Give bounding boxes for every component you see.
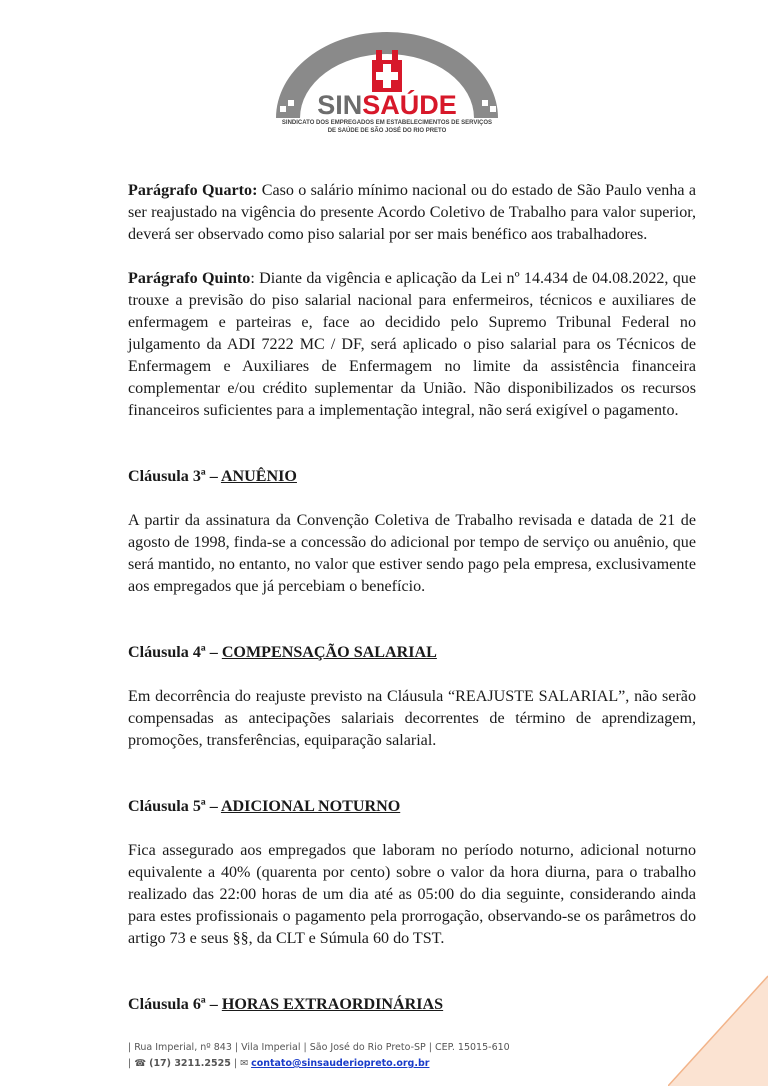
logo-tagline-1: SINDICATO DOS EMPREGADOS EM ESTABELECIMENTOS DE SERVIÇOS [281, 120, 493, 126]
paragraph-quarto [128, 180, 696, 246]
footer-email-link[interactable]: contato@sinsauderiopreto.org.br [251, 1058, 430, 1069]
paragraph-quinto-text: : Diante da vigência e aplicação da Lei nº 14.434 de 04.08.2022, que trouxe a previsão do piso salarial nacional para enfermeiros, técnicos e auxiliares de enfermagem e parteiras e, face ao decidido pelo Supremo Tribunal Federal no julgamento da ADI 7222 MC / DF, será aplicado o piso salarial para os Técnicos de Enfermagem e Auxiliares de Enfermagem no limite da assistência financeira complementar e/ou crédito suplementar da União. Não disponibilizados os recursos financeiros suficientes para a implementação integral, não será exigível o pagamento. [128, 270, 697, 419]
clause-3-heading [128, 466, 696, 488]
clause-6-prefix: Cláusula 6ª – [128, 996, 222, 1013]
clause-4-text: Em decorrência do reajuste previsto na Cláusula “REAJUSTE SALARIAL”, não serão compensadas as antecipações salariais decorrentes de término de aprendizagem, promoções, transferências, equiparação salarial. [128, 688, 696, 749]
footer-address: | Rua Imperial, nº 843 | Vila Imperial | São José do Rio Preto-SP | CEP. 15015-610 [128, 1042, 510, 1053]
document-body [128, 180, 696, 1016]
clause-6-title: HORAS EXTRAORDINÁRIAS [221, 996, 444, 1013]
clause-5-heading [128, 796, 696, 818]
clause-5-title: ADICIONAL NOTURNO [220, 798, 401, 815]
paragraph-quarto-label: Parágrafo Quarto: [128, 182, 258, 199]
logo-tagline-2: DE SAÚDE DE SÃO JOSÉ DO RIO PRETO [327, 128, 447, 134]
clause-4-heading [128, 642, 696, 664]
page-footer [128, 1040, 510, 1072]
svg-text:SINSAÚDE [317, 89, 457, 120]
logo-brand-second: SAÚDE [362, 90, 457, 120]
clause-5-prefix: Cláusula 5ª – [128, 798, 221, 815]
clause-3-title: ANUÊNIO [220, 468, 297, 485]
corner-decoration [668, 966, 768, 1086]
clause-4-prefix: Cláusula 4ª – [128, 644, 222, 661]
paragraph-quinto-label: Parágrafo Quinto [128, 270, 251, 287]
clause-5-text: Fica assegurado aos empregados que laboram no período noturno, adicional noturno equivalente a 40% (quarenta por cento) sobre o valor da hora diurna, para o trabalho realizado das 22:00 horas de um dia até as 05:00 do dia seguinte, considerando ainda para estes profissionais o pagamento pela prorrogação, observando-se os parâmetros do artigo 73 e seus §§, da CLT e Súmula 60 do TST. [128, 842, 696, 947]
footer-contact-line: | ☎ (17) 3211.2525 | ✉ contato@sinsauderiopreto.org.br [128, 1058, 430, 1069]
phone-icon: ☎ [134, 1058, 147, 1069]
sinsaude-logo [262, 26, 512, 136]
clause-3-text: A partir da assinatura da Convenção Coletiva de Trabalho revisada e datada de 21 de agosto de 1998, finda-se a concessão do adicional por tempo de serviço ou anuênio, que será mantido, no entanto, no valor que estiver sendo pago pela empresa, exclusivamente aos empregados que já percebiam o benefício. [128, 512, 696, 595]
clause-3-prefix: Cláusula 3ª – [128, 468, 221, 485]
clause-4-title: COMPENSAÇÃO SALARIAL [221, 644, 437, 661]
paragraph-quarto-text: Caso o salário mínimo nacional ou do estado de São Paulo venha a ser reajustado na vigência do presente Acordo Coletivo de Trabalho para valor superior, deverá ser observado como piso salarial por ser mais benéfico aos trabalhadores. [128, 182, 696, 243]
paragraph-quinto [128, 268, 696, 422]
clause-6-heading [128, 994, 696, 1016]
cross-icon [372, 50, 402, 92]
logo-brand-first: SIN [317, 90, 363, 120]
mail-icon: ✉ [240, 1058, 249, 1069]
footer-phone: (17) 3211.2525 [149, 1058, 231, 1069]
